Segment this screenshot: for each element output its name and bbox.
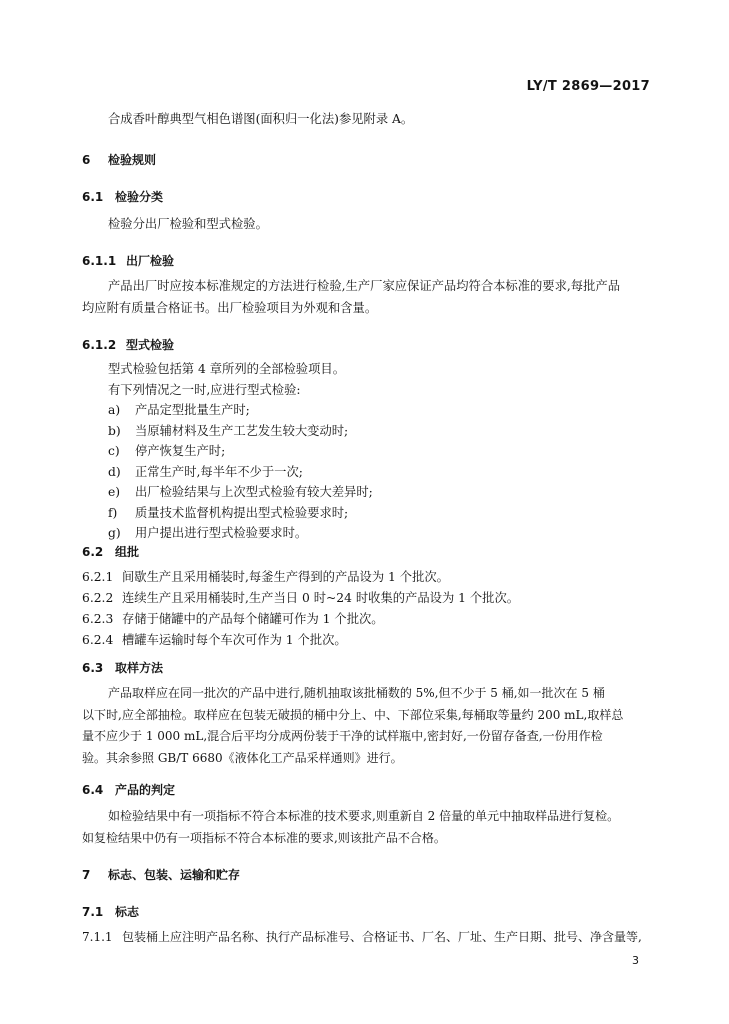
list-marker: g): [108, 526, 121, 540]
paragraph-6-1-1: [82, 276, 652, 319]
list-text: 产品定型批量生产时;: [135, 403, 250, 417]
list-text: 质量技术监督机构提出型式检验要求时;: [135, 505, 349, 520]
paragraph-6-1: [82, 214, 652, 236]
paragraph-text: 检验分出厂检验和型式检验。: [108, 217, 268, 231]
heading-number: 6: [82, 153, 91, 167]
list-text: 用户提出进行型式检验要求时。: [135, 526, 308, 540]
heading-title: 标志、包装、运输和贮存: [108, 868, 241, 882]
paragraph-6-4: [82, 806, 652, 849]
heading-6-4: [82, 780, 652, 802]
intro-paragraph: [82, 109, 652, 131]
paragraph-line: 量不应少于 1 000 mL,混合后平均分成两份装于干净的试样瓶中,密封好,一份留存备查,一份用作检: [82, 729, 603, 743]
clause-line: [82, 609, 652, 630]
paragraph-6-3: [82, 683, 652, 769]
heading-number: 6.4: [82, 783, 104, 797]
heading-title: 检验规则: [108, 153, 157, 167]
page-number: 3: [632, 954, 639, 967]
paragraph-line: 有下列情况之一时,应进行型式检验:: [108, 382, 301, 397]
heading-6-1-2: [82, 335, 652, 357]
heading-number: 6.1: [82, 190, 104, 204]
paragraph-line: 产品取样应在同一批次的产品中进行,随机抽取该批桶数的 5%,但不少于 5 桶,如一批次在 5 桶: [108, 686, 605, 700]
clause-number: 6.2.1: [82, 570, 114, 584]
heading-title: 检验分类: [115, 190, 164, 204]
heading-title: 取样方法: [115, 661, 164, 675]
list-marker: a): [108, 403, 121, 417]
clauses-6-2: [82, 567, 652, 651]
clause-text: 包装桶上应注明产品名称、执行产品标准号、合格证书、厂名、厂址、生产日期、批号、净含量等,: [122, 930, 642, 944]
list-marker: f): [108, 505, 118, 520]
heading-6-2: [82, 542, 652, 564]
heading-6-1-1: [82, 251, 652, 273]
heading-6-1: [82, 187, 652, 209]
heading-number: 7.1: [82, 905, 104, 919]
clause-7-1-1: [82, 927, 652, 949]
paragraph-line: 以下时,应全部抽检。取样应在包装无破损的桶中分上、中、下部位采集,每桶取等量约 200 mL,取样总: [82, 707, 624, 722]
clause-text: 存储于储罐中的产品每个储罐可作为 1 个批次。: [122, 612, 384, 626]
heading-title: 标志: [115, 905, 140, 919]
list-item: [82, 503, 652, 524]
heading-title: 产品的判定: [115, 783, 176, 797]
heading-number: 6.2: [82, 545, 104, 559]
heading-number: 6.1.1: [82, 254, 117, 268]
clause-text: 间歇生产且采用桶装时,每釜生产得到的产品设为 1 个批次。: [122, 570, 449, 584]
heading-7: [82, 865, 652, 887]
list-text: 停产恢复生产时;: [135, 444, 226, 458]
list-text: 正常生产时,每半年不少于一次;: [135, 464, 303, 479]
list-item: [82, 441, 652, 462]
list-marker: e): [108, 485, 121, 499]
paragraph-line: 验。其余参照 GB/T 6680《液体化工产品采样通则》进行。: [82, 750, 403, 765]
paragraph-6-1-2: [82, 359, 652, 544]
clause-number: 7.1.1: [82, 930, 113, 944]
paragraph-line: 如检验结果中有一项指标不符合本标准的技术要求,则重新自 2 倍量的单元中抽取样品进行复检。: [108, 809, 620, 823]
list-item: [82, 462, 652, 483]
heading-title: 出厂检验: [126, 254, 175, 268]
heading-title: 型式检验: [126, 338, 175, 352]
paragraph-line: 型式检验包括第 4 章所列的全部检验项目。: [108, 362, 345, 376]
clause-text: 槽罐车运输时每个车次可作为 1 个批次。: [122, 633, 347, 647]
clause-line: [82, 630, 652, 651]
intro-text: 合成香叶醇典型气相色谱图(面积归一化法)参见附录 A。: [108, 112, 414, 126]
list-text: 出厂检验结果与上次型式检验有较大差异时;: [135, 485, 373, 499]
list-marker: b): [108, 423, 121, 438]
list-item: [82, 523, 652, 544]
list-marker: d): [108, 464, 121, 479]
paragraph-line: 均应附有质量合格证书。出厂检验项目为外观和含量。: [82, 300, 378, 315]
clause-number: 6.2.2: [82, 591, 114, 605]
standard-code: LY/T 2869—2017: [526, 79, 650, 94]
heading-7-1: [82, 902, 652, 924]
heading-6: [82, 150, 652, 172]
clause-line: [82, 588, 652, 609]
list-text: 当原辅材料及生产工艺发生较大变动时;: [135, 423, 349, 438]
clause-number: 6.2.3: [82, 612, 114, 626]
heading-title: 组批: [115, 545, 140, 559]
heading-number: 6.3: [82, 661, 104, 675]
clause-line: [82, 927, 652, 949]
list-item: [82, 421, 652, 442]
list-item: [82, 400, 652, 421]
list-marker: c): [108, 444, 120, 458]
clause-number: 6.2.4: [82, 633, 114, 647]
list-item: [82, 482, 652, 503]
condition-list: [82, 400, 652, 544]
heading-6-3: [82, 658, 652, 680]
heading-number: 6.1.2: [82, 338, 117, 352]
heading-number: 7: [82, 868, 91, 882]
paragraph-line: 如复检结果中仍有一项指标不符合本标准的要求,则该批产品不合格。: [82, 830, 446, 845]
clause-line: [82, 567, 652, 588]
clause-text: 连续生产且采用桶装时,生产当日 0 时~24 时收集的产品设为 1 个批次。: [122, 591, 520, 605]
paragraph-line: 产品出厂时应按本标准规定的方法进行检验,生产厂家应保证产品均符合本标准的要求,每批产品: [108, 279, 620, 293]
